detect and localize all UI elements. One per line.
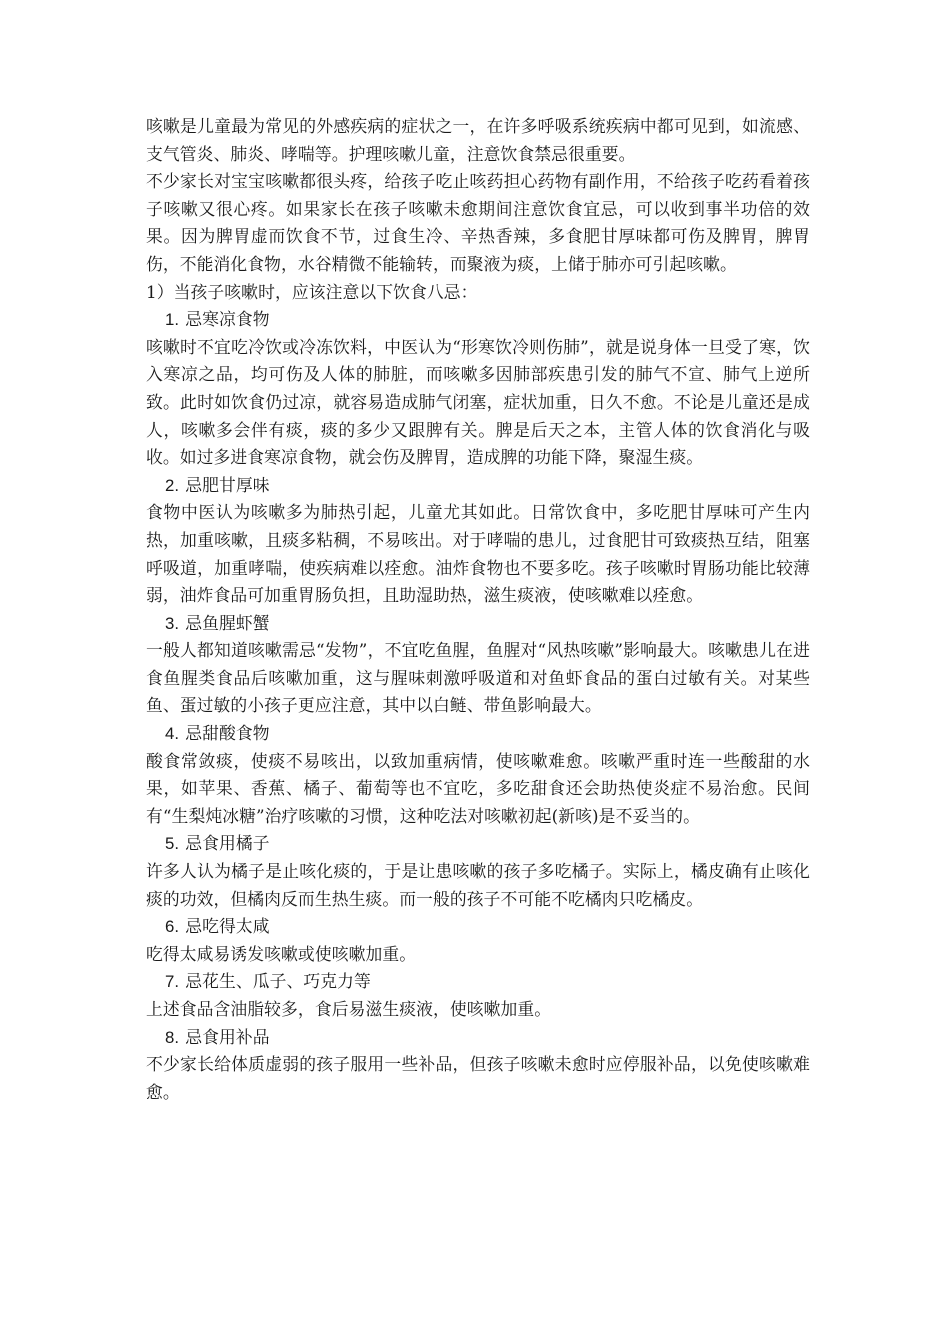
section-title: 忌吃得太咸 <box>185 916 270 937</box>
section-title: 忌花生、瓜子、巧克力等 <box>185 971 371 992</box>
section-heading <box>146 913 810 941</box>
section-heading <box>146 720 810 748</box>
section-number: 1. <box>165 310 180 330</box>
section-title: 忌寒凉食物 <box>185 309 270 330</box>
section-heading <box>146 610 810 638</box>
list-intro: 1）当孩子咳嗽时，应该注意以下饮食八忌： <box>146 281 478 302</box>
section-number: 7. <box>165 972 180 992</box>
section-heading <box>146 472 810 500</box>
section-title: 忌食用补品 <box>185 1026 270 1047</box>
section-heading <box>146 830 810 858</box>
section-body: 咳嗽时不宜吃冷饮或冷冻饮料，中医认为“形寒饮冷则伤肺”，就是说身体一旦受了寒，饮入寒凉之品，均可伤及人体的肺脏，而咳嗽多因肺部疾患引发的肺气不宣、肺气上逆所致。此时如饮食仍过凉，就容易造成肺气闭塞，症状加重，日久不愈。不论是儿童还是成人，咳嗽多会伴有痰，痰的多少又跟脾有关。脾是后天之本，主管人体的饮食消化与吸收。如过多进食寒凉食物，就会伤及脾胃，造成脾的功能下降，聚湿生痰。 <box>146 336 810 468</box>
section-number: 5. <box>165 834 180 854</box>
section-body: 上述食品含油脂较多，食后易滋生痰液，使咳嗽加重。 <box>146 999 552 1019</box>
section-number: 2. <box>165 475 180 495</box>
document-body <box>146 113 810 1106</box>
section-body: 酸食常敛痰，使痰不易咳出，以致加重病情，使咳嗽难愈。咳嗽严重时连一些酸甜的水果，如苹果、香蕉、橘子、葡萄等也不宜吃，多吃甜食还会助热使炎症不易治愈。民间有“生梨炖冰糖”治疗咳嗽的习惯，这种吃法对咳嗽初起(新咳)是不妥当的。 <box>146 750 810 826</box>
section-heading <box>146 1024 810 1052</box>
section-title: 忌鱼腥虾蟹 <box>185 612 270 633</box>
section-heading <box>146 306 810 334</box>
section-heading <box>146 968 810 996</box>
section-number: 6. <box>165 917 180 937</box>
section-title: 忌甜酸食物 <box>185 723 270 744</box>
section-body: 一般人都知道咳嗽需忌“发物”，不宜吃鱼腥，鱼腥对“风热咳嗽”影响最大。咳嗽患儿在进食鱼腥类食品后咳嗽加重，这与腥味刺激呼吸道和对鱼虾食品的蛋白过敏有关。对某些鱼、蛋过敏的小孩子更应注意，其中以白鲢、带鱼影响最大。 <box>146 640 810 716</box>
section-number: 3. <box>165 613 180 633</box>
intro-paragraph: 不少家长对宝宝咳嗽都很头疼，给孩子吃止咳药担心药物有副作用，不给孩子吃药看着孩子咳嗽又很心疼。如果家长在孩子咳嗽未愈期间注意饮食宜忌，可以收到事半功倍的效果。因为脾胃虚而饮食不节，过食生冷、辛热香辣，多食肥甘厚味都可伤及脾胃，脾胃伤，不能消化食物，水谷精微不能输转，而聚液为痰，上储于肺亦可引起咳嗽。 <box>146 171 810 274</box>
section-body: 不少家长给体质虚弱的孩子服用一些补品，但孩子咳嗽未愈时应停服补品，以免使咳嗽难愈。 <box>146 1054 810 1102</box>
section-body: 食物中医认为咳嗽多为肺热引起，儿童尤其如此。日常饮食中，多吃肥甘厚味可产生内热，加重咳嗽，且痰多粘稠，不易咳出。对于哮喘的患儿，过食肥甘可致痰热互结，阻塞呼吸道，加重哮喘，使疾病难以痊愈。油炸食物也不要多吃。孩子咳嗽时胃肠功能比较薄弱，油炸食品可加重胃肠负担，且助湿助热，滋生痰液，使咳嗽难以痊愈。 <box>146 502 810 606</box>
section-number: 4. <box>165 724 180 744</box>
section-number: 8. <box>165 1027 180 1047</box>
intro-paragraph: 咳嗽是儿童最为常见的外感疾病的症状之一，在许多呼吸系统疾病中都可见到，如流感、支气管炎、肺炎、哮喘等。护理咳嗽儿童，注意饮食禁忌很重要。 <box>146 116 810 164</box>
section-body: 吃得太咸易诱发咳嗽或使咳嗽加重。 <box>146 943 417 964</box>
section-title: 忌食用橘子 <box>185 833 270 854</box>
section-body: 许多人认为橘子是止咳化痰的，于是让患咳嗽的孩子多吃橘子。实际上，橘皮确有止咳化痰的功效，但橘肉反而生热生痰。而一般的孩子不可能不吃橘肉只吃橘皮。 <box>146 861 810 909</box>
section-title: 忌肥甘厚味 <box>185 474 270 495</box>
